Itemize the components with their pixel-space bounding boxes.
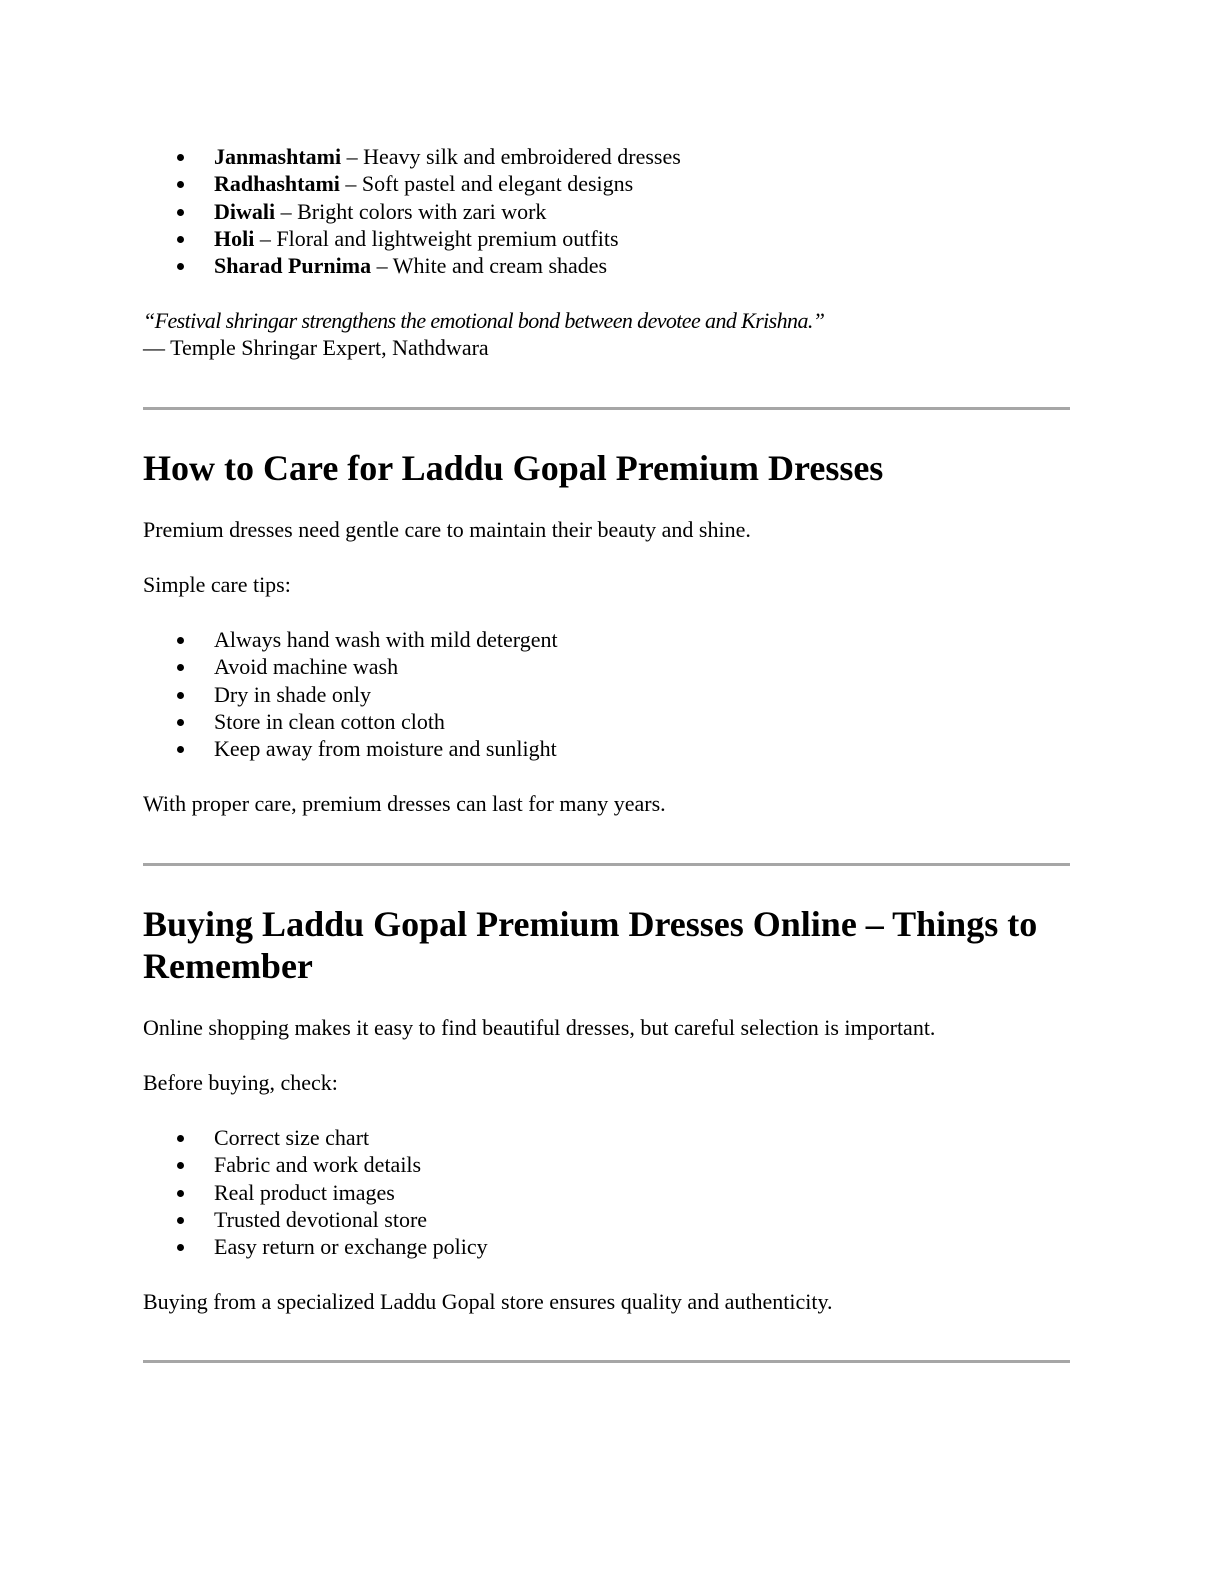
bullet-icon [177,719,184,726]
quote-attribution: — Temple Shringar Expert, Nathdwara [143,335,489,360]
list-item: Always hand wash with mild detergent [143,626,558,653]
bullet-icon [177,692,184,699]
buying-heading-line2: Remember [143,946,313,986]
bullet-icon [177,637,184,644]
buying-heading-line1: Buying Laddu Gopal Premium Dresses Online – Things to [143,904,1038,944]
festival-list [143,143,681,279]
bullet-icon [177,1135,184,1142]
care-intro: Premium dresses need gentle care to maintain their beauty and shine. [143,517,751,542]
buying-check-label: Before buying, check: [143,1070,338,1095]
care-tips-list [143,626,558,762]
list-item: Correct size chart [143,1124,488,1151]
bullet-icon [177,263,184,270]
care-heading: How to Care for Laddu Gopal Premium Dresses [143,448,884,488]
care-tips-label: Simple care tips: [143,572,291,597]
list-item: Keep away from moisture and sunlight [143,735,558,762]
list-item: Store in clean cotton cloth [143,708,558,735]
bullet-icon [177,236,184,243]
section-divider [143,407,1070,410]
list-item: Real product images [143,1179,488,1206]
list-item: Dry in shade only [143,681,558,708]
bullet-icon [177,664,184,671]
bullet-icon [177,181,184,188]
list-item: Easy return or exchange policy [143,1233,488,1260]
bullet-icon [177,1162,184,1169]
buying-closing: Buying from a specialized Laddu Gopal store ensures quality and authenticity. [143,1289,833,1314]
section-divider [143,863,1070,866]
list-item: Trusted devotional store [143,1206,488,1233]
list-item: Radhashtami – Soft pastel and elegant designs [143,170,681,197]
bullet-icon [177,746,184,753]
buying-checks-list [143,1124,488,1260]
quote-text: “Festival shringar strengthens the emotional bond between devotee and Krishna.” [143,308,825,333]
section-divider [143,1360,1070,1363]
bullet-icon [177,154,184,161]
list-item: Fabric and work details [143,1151,488,1178]
bullet-icon [177,1244,184,1251]
bullet-icon [177,209,184,216]
bullet-icon [177,1217,184,1224]
list-item: Janmashtami – Heavy silk and embroidered dresses [143,143,681,170]
care-closing: With proper care, premium dresses can last for many years. [143,791,666,816]
bullet-icon [177,1190,184,1197]
list-item: Avoid machine wash [143,653,558,680]
list-item: Holi – Floral and lightweight premium outfits [143,225,681,252]
list-item: Sharad Purnima – White and cream shades [143,252,681,279]
buying-intro: Online shopping makes it easy to find beautiful dresses, but careful selection is important. [143,1015,936,1040]
list-item: Diwali – Bright colors with zari work [143,198,681,225]
